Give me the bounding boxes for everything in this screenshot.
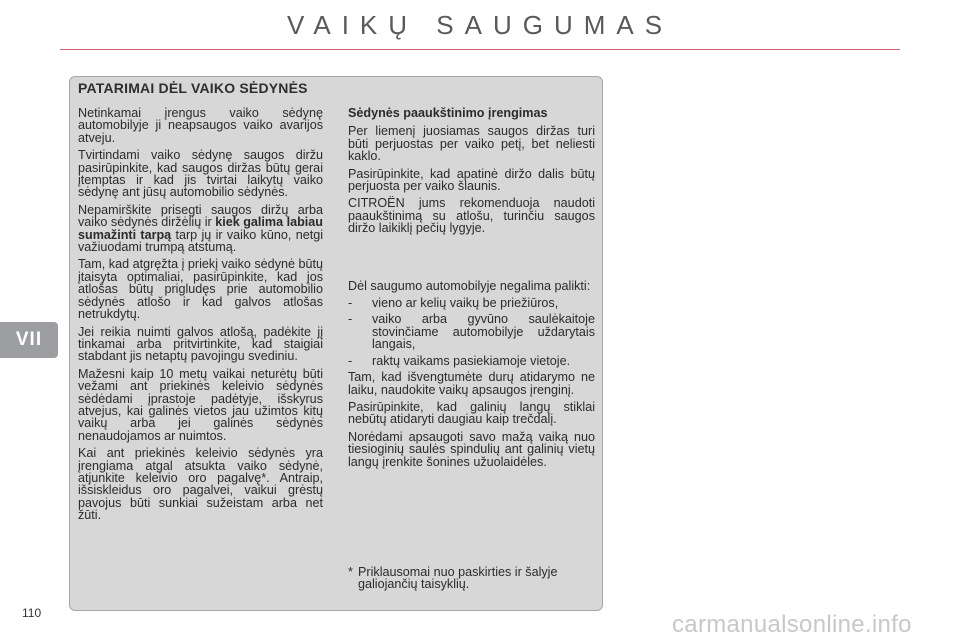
- page-title: VAIKŲ SAUGUMAS: [286, 10, 674, 40]
- footnote: [348, 566, 598, 591]
- spacer: [348, 240, 595, 280]
- paragraph: CITROËN jums rekomenduoja naudoti paaukštinimą su atlošu, turinčiu saugos diržo laikiklį pečių lygyje.: [348, 196, 595, 236]
- seatbelt-emphasis: kiek galima labiau sumažinti tarpą: [78, 215, 324, 242]
- left-column: [78, 107, 323, 527]
- dash-marker: -: [348, 296, 353, 311]
- watermark: carmanualsonline.info: [672, 611, 912, 638]
- booster-subheading: Sėdynės paaukštinimo įrengimas: [348, 106, 548, 120]
- seatbelt-text-end: tarp jų ir vaiko kūno, netgi važiuodami trumpą atstumą.: [78, 227, 324, 255]
- paragraph: Per liemenį juosiamas saugos diržas turi būti perjuostas per vaiko petį, bet neliesti kaklo.: [348, 124, 595, 164]
- list-item: [348, 297, 595, 309]
- panel-heading: PATARIMAI DĖL VAIKO SĖDYNĖS: [78, 80, 308, 96]
- list-intro: Dėl saugumo automobilyje negalima palikti:: [348, 278, 591, 293]
- list-item-text: raktų vaikams pasiekiamoje vietoje.: [372, 353, 571, 368]
- dash-marker: -: [348, 353, 353, 368]
- page-number: 110: [22, 606, 42, 620]
- paragraph: Pasirūpinkite, kad galinių langų stiklai nebūtų atidaryti daugiau kaip trečdalį.: [348, 399, 595, 427]
- paragraph: Netinkamai įrengus vaiko sėdynę automobilyje ji neapsaugos vaiko avarijos atveju.: [78, 106, 323, 145]
- chapter-tab: VII: [0, 322, 58, 358]
- title-divider: [60, 49, 900, 50]
- paragraph: Tvirtindami vaiko sėdynę saugos diržu pasirūpinkite, kad saugos diržas būtų gerai įtemptas ir kad jis tvirtai laikytų vaiko sėdynę ant jūsų automobilio sėdynės.: [78, 148, 323, 200]
- footnote-text: Priklausomai nuo paskirties ir šalyje galiojančių taisyklių.: [358, 565, 558, 592]
- paragraph: Tam, kad atgręžta į priekį vaiko sėdynė būtų įtaisyta optimaliai, pasirūpinkite, kad jos atlošas būtų prigludęs prie automobilio sėdynės atlošo ir kad galvos atlošas netrukdytų.: [78, 257, 324, 322]
- seatbelt-paragraph: [78, 204, 323, 254]
- paragraph: Mažesni kaip 10 metų vaikai neturėtų būti vežami ant priekinės keleivio sėdynės sėdėdami įprastoje padėtyje, išskyrus atvejus, kai galinės vietos jau užimtos kitų vaikų arba jei galinės sėdynės nenaudojamos ar nuimtos.: [78, 366, 323, 443]
- seatbelt-text: Nepamirškite prisegti saugos diržų arba vaiko sėdynės diržėlių ir: [78, 202, 323, 230]
- list-item: [348, 313, 595, 350]
- paragraph: Jei reikia nuimti galvos atlošą, padėkite jį tinkamai arba pritvirtinkite, kad staigiai stabdant jis netaptų pavojingu svediniu.: [78, 324, 323, 364]
- list-item-text: vaiko arba gyvūno saulėkaitoje stovinčiame automobilyje uždarytais langais,: [372, 312, 595, 352]
- footnote-mark: *: [348, 565, 353, 579]
- dash-marker: -: [348, 312, 353, 327]
- paragraph: Kai ant priekinės keleivio sėdynės yra įrengiama atgal atsukta vaiko sėdynė, atjunkite keleivio oro pagalvę*. Antraip, išsiskleidus oro pagalvei, vaikui grėstų pavojus būti sunkiai sužeistam arba net žūti.: [78, 446, 323, 523]
- paragraph: Pasirūpinkite, kad apatinė diržo dalis būtų perjuosta per vaiko šlaunis.: [348, 166, 595, 194]
- list-item-text: vieno ar kelių vaikų be priežiūros,: [372, 296, 559, 311]
- paragraph: Norėdami apsaugoti savo mažą vaiką nuo tiesioginių saulės spindulių ant galinių vietų langų įrenkite šonines užuolaidėles.: [348, 429, 595, 469]
- right-column: [348, 107, 595, 473]
- paragraph: Tam, kad išvengtumėte durų atidarymo ne laiku, naudokite vaikų apsaugos įrenginį.: [348, 370, 595, 397]
- list-item: [348, 355, 595, 367]
